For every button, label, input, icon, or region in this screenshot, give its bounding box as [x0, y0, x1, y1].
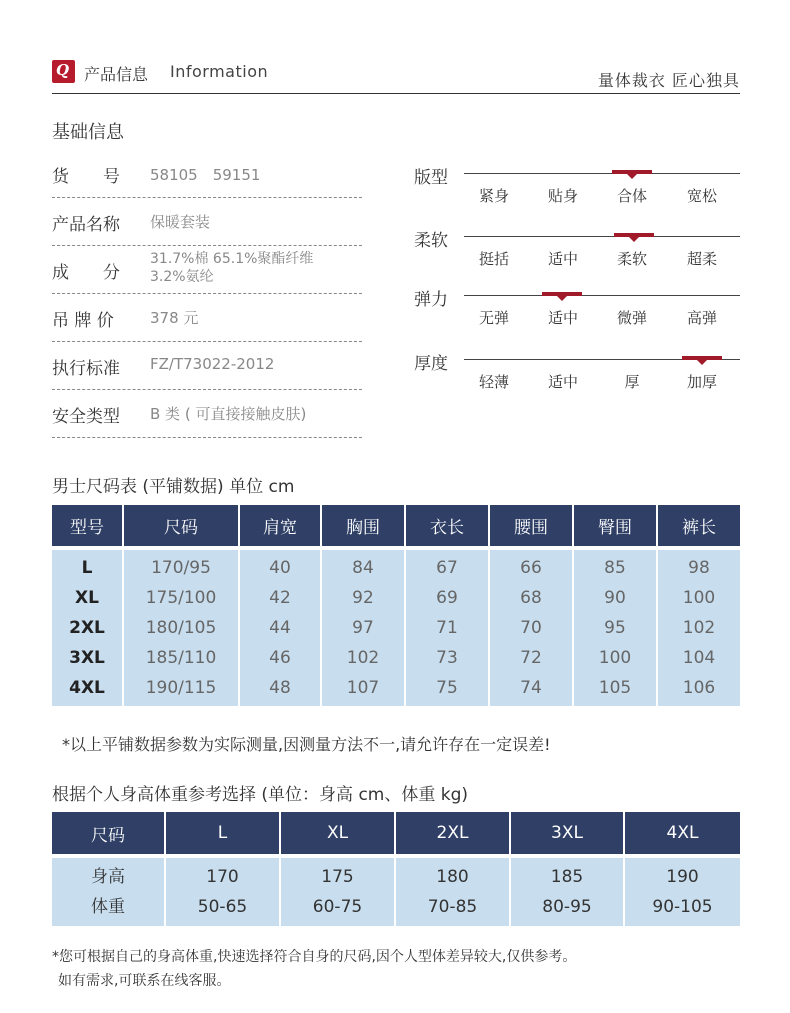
info-row-composition: [52, 246, 362, 294]
ref-table-title: 根据个人身高体重参考选择 (单位：身高 cm、体重 kg): [52, 785, 469, 805]
table-cell: 106: [682, 678, 716, 698]
size-column-length: [406, 550, 490, 706]
ref-label-cell: [52, 858, 166, 926]
size-header-cell: 衣长: [406, 505, 490, 550]
size-column-waist: [490, 550, 574, 706]
ref-header-cell: 3XL: [511, 812, 625, 858]
size-column-pants-length: [658, 550, 740, 706]
scale-option: 轻薄: [478, 373, 509, 391]
scale-option: 适中: [547, 309, 578, 327]
ref-table-header-row: [52, 812, 740, 858]
info-row-safety: [52, 390, 362, 438]
info-label: 产品名称: [52, 215, 120, 235]
info-row-standard: [52, 342, 362, 390]
table-cell: 66: [520, 558, 542, 578]
scale-option: 无弹: [478, 309, 509, 327]
size-header-cell: 臀围: [574, 505, 658, 550]
basic-info-title: 基础信息: [52, 122, 124, 143]
info-value: FZ/T73022-2012: [150, 355, 275, 373]
table-cell: 42: [269, 588, 291, 608]
table-cell: 98: [688, 558, 710, 578]
ref-header-cell: 4XL: [625, 812, 740, 858]
size-header-cell: 胸围: [322, 505, 406, 550]
table-cell: 104: [682, 648, 716, 668]
size-column-shoulder: [240, 550, 322, 706]
ref-table-body-row: [52, 858, 740, 926]
table-cell: 72: [520, 648, 542, 668]
size-table-body-row: [52, 550, 740, 706]
info-label: 安全类型: [52, 407, 120, 427]
scale-option: 柔软: [616, 250, 647, 268]
ref-cell-l: [166, 858, 281, 926]
ref-cell-3xl: [511, 858, 625, 926]
header-subtitle: Information: [170, 62, 269, 81]
info-label: 成 分: [52, 263, 120, 283]
scale-option: 超柔: [686, 250, 717, 268]
scale-title: 版型: [414, 168, 448, 188]
size-header-cell: 腰围: [490, 505, 574, 550]
scale-option: 合体: [616, 187, 647, 205]
table-cell: 185/110: [145, 648, 217, 668]
scale-option: 适中: [547, 250, 578, 268]
size-table-header-row: [52, 505, 740, 550]
scale-elasticity: [414, 285, 740, 335]
scale-title: 柔软: [414, 231, 448, 251]
table-cell: 67: [436, 558, 458, 578]
scale-option: 宽松: [686, 187, 717, 205]
scale-thickness: [414, 349, 740, 399]
weight-label: 体重: [91, 897, 125, 917]
header-slogan: 量体裁衣 匠心独具: [597, 71, 740, 90]
brand-logo-icon: Q: [52, 60, 75, 83]
ref-cell-4xl: [625, 858, 740, 926]
scale-title: 弹力: [414, 290, 448, 310]
height-value: 170: [206, 867, 239, 887]
size-column-size: [124, 550, 240, 706]
table-cell: 107: [346, 678, 380, 698]
table-cell: 68: [520, 588, 542, 608]
table-cell: 97: [352, 618, 374, 638]
scale-marker: [614, 233, 654, 237]
scale-title: 厚度: [414, 354, 448, 374]
table-cell: 74: [520, 678, 542, 698]
scale-option: 加厚: [686, 373, 717, 391]
table-cell: 73: [436, 648, 458, 668]
size-table-note: *以上平铺数据参数为实际测量,因测量方法不一,请允许存在一定误差!: [62, 735, 551, 754]
table-cell: 100: [598, 648, 632, 668]
scale-option: 挺括: [478, 250, 509, 268]
info-label: 吊 牌 价: [52, 311, 114, 331]
ref-note-line-2: 如有需求,可联系在线客服。: [58, 973, 231, 989]
table-cell: 175/100: [145, 588, 217, 608]
info-label: 货 号: [52, 167, 120, 187]
ref-header-cell: 尺码: [52, 812, 166, 858]
table-cell: 48: [269, 678, 291, 698]
info-value: 378 元: [150, 309, 199, 327]
table-cell: 85: [604, 558, 626, 578]
scale-line: [464, 236, 740, 237]
table-cell: 100: [682, 588, 716, 608]
table-cell: 102: [346, 648, 380, 668]
table-cell: 180/105: [145, 618, 217, 638]
ref-cell-xl: [281, 858, 396, 926]
table-cell: 3XL: [69, 648, 105, 668]
info-value: B 类 ( 可直接接触皮肤): [150, 405, 307, 423]
size-header-cell: 裤长: [658, 505, 740, 550]
scale-fit: [414, 163, 740, 213]
info-row-item-no: [52, 156, 362, 198]
table-cell: 190/115: [145, 678, 217, 698]
scale-marker: [682, 356, 722, 360]
height-value: 185: [550, 867, 584, 887]
size-table: [52, 505, 740, 706]
table-cell: XL: [75, 588, 99, 608]
ref-cell-2xl: [396, 858, 511, 926]
height-weight-table: [52, 812, 740, 926]
table-cell: 75: [436, 678, 458, 698]
ref-note-line-1: *您可根据自己的身高体重,快速选择符合自身的尺码,因个人型体差异较大,仅供参考。: [52, 949, 577, 965]
height-label: 身高: [91, 867, 125, 887]
scale-line: [464, 295, 740, 296]
table-cell: 44: [269, 618, 291, 638]
size-header-cell: 肩宽: [240, 505, 322, 550]
scale-option: 厚: [624, 373, 640, 391]
scale-marker: [612, 170, 652, 174]
section-header: [52, 58, 740, 94]
size-column-model: [52, 550, 124, 706]
scale-option: 微弹: [616, 309, 647, 327]
info-value: 保暖套装: [150, 213, 211, 231]
scale-line: [464, 173, 740, 174]
weight-value: 70-85: [427, 897, 478, 917]
scale-option: 高弹: [686, 309, 717, 327]
ref-header-cell: 2XL: [396, 812, 511, 858]
size-table-title: 男士尺码表 (平铺数据) 单位 cm: [52, 477, 295, 497]
scale-option: 紧身: [478, 187, 509, 205]
ref-header-cell: XL: [281, 812, 396, 858]
composition-line-2: 3.2%氨纶: [150, 269, 214, 285]
table-cell: 2XL: [69, 618, 105, 638]
table-cell: 4XL: [69, 678, 105, 698]
info-row-price: [52, 294, 362, 342]
header-title: 产品信息: [84, 65, 149, 84]
composition-line-1: 31.7%棉 65.1%聚酯纤维: [150, 251, 314, 267]
size-column-chest: [322, 550, 406, 706]
weight-value: 80-95: [542, 897, 592, 917]
ref-table-note: [52, 945, 576, 993]
table-cell: 84: [352, 558, 374, 578]
size-header-cell: 型号: [52, 505, 124, 550]
size-column-hip: [574, 550, 658, 706]
scale-softness: [414, 226, 740, 276]
info-value: [150, 250, 313, 286]
scale-marker: [542, 292, 582, 296]
table-cell: 170/95: [151, 558, 211, 578]
table-cell: 92: [352, 588, 374, 608]
table-cell: 40: [269, 558, 291, 578]
weight-value: 90-105: [652, 897, 713, 917]
table-cell: 90: [604, 588, 626, 608]
table-cell: 70: [520, 618, 542, 638]
size-header-cell: 尺码: [124, 505, 240, 550]
info-label: 执行标准: [52, 359, 120, 379]
height-value: 180: [436, 867, 469, 887]
table-cell: 71: [436, 618, 458, 638]
table-cell: 105: [598, 678, 632, 698]
info-row-product-name: [52, 198, 362, 246]
table-cell: 95: [604, 618, 626, 638]
table-cell: 69: [436, 588, 458, 608]
table-cell: L: [81, 558, 93, 578]
table-cell: 102: [682, 618, 716, 638]
height-value: 175: [321, 867, 354, 887]
weight-value: 60-75: [312, 897, 363, 917]
height-value: 190: [666, 867, 699, 887]
weight-value: 50-65: [197, 897, 248, 917]
table-cell: 46: [269, 648, 291, 668]
info-value: 58105 59151: [150, 166, 261, 184]
scale-option: 适中: [547, 373, 578, 391]
ref-header-cell: L: [166, 812, 281, 858]
scale-option: 贴身: [547, 187, 578, 205]
